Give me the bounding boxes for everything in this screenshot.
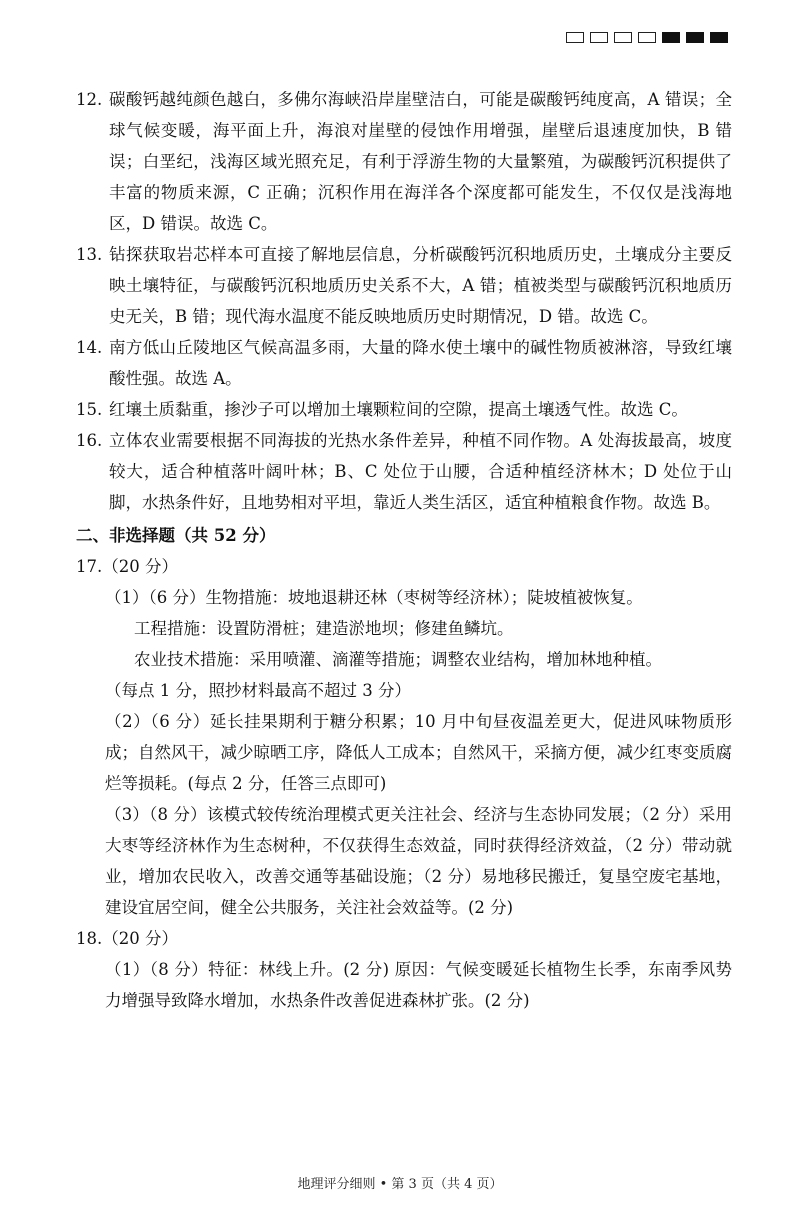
answer-number: 15. [76,400,103,419]
answer-item-16 [76,425,732,518]
section-title: 二、非选择题（共 52 分） [76,526,276,545]
answer-text: 碳酸钙越纯颜色越白，多佛尔海峡沿岸崖壁洁白，可能是碳酸钙纯度高，A 错误；全球气候变暖，海平面上升，海浪对崖壁的侵蚀作用增强，崖壁后退速度加快，B 错误；白垩纪，浅海区域光照充足，有利于浮游生物的大量繁殖，为碳酸钙沉积提供了丰富的物质来源，C 正确；沉积作用在海洋各个深度都可能发生，不仅仅是浅海地区，D 错误。故选 C。 [109,90,732,233]
answer-text: 南方低山丘陵地区气候高温多雨，大量的降水使土壤中的碱性物质被淋溶，导致红壤酸性强。故选 A。 [109,338,732,388]
page-footer: 地理评分细则 • 第 3 页（共 4 页） [297,1177,503,1192]
q18-part1: （1）（8 分）特征：林线上升。(2 分) 原因：气候变暖延长植物生长季，东南季风势力增强导致降水增加，水热条件改善促进森林扩张。(2 分) [105,960,732,1010]
answer-item-14 [76,332,732,394]
answer-text: 立体农业需要根据不同海拔的光热水条件差异，种植不同作物。A 处海拔最高，坡度较大，适合种植落叶阔叶林；B、C 处位于山腰，合适种植经济林木；D 处位于山脚，水热条件好，且地势相对平坦，靠近人类生活区，适宜种植粮食作物。故选 B。 [109,431,732,512]
header-mark-empty [614,32,632,43]
header-mark-filled [686,32,704,43]
header-mark-empty [590,32,608,43]
answer-item-15 [76,394,732,425]
header-mark-filled [662,32,680,43]
header-mark-empty [638,32,656,43]
header-mark-empty [566,32,584,43]
header-mark-filled [710,32,728,43]
answer-text: 红壤土质黏重，掺沙子可以增加土壤颗粒间的空隙，提高土壤透气性。故选 C。 [109,400,688,419]
answer-text: 钻探获取岩芯样本可直接了解地层信息，分析碳酸钙沉积地质历史，土壤成分主要反映土壤特征，与碳酸钙沉积地质历史关系不大，A 错；植被类型与碳酸钙沉积地质历史无关，B 错；现代海水温度不能反映地质历史时期情况，D 错。故选 C。 [109,245,732,326]
answer-item-13 [76,239,732,332]
header-marks [566,32,728,43]
q17-part2: （2）（6 分）延长挂果期利于糖分积累；10 月中旬昼夜温差更大，促进风味物质形成；自然风干，减少晾晒工序，降低人工成本；自然风干，采摘方便，减少红枣变质腐烂等损耗。(每点 2 分，任答三点即可) [105,712,732,793]
q17-part1-scoring-note: （每点 1 分，照抄材料最高不超过 3 分） [105,681,411,700]
answer-number: 14. [76,338,103,357]
question-18-heading: 18.（20 分） [76,929,178,948]
q17-part3: （3）（8 分）该模式较传统治理模式更关注社会、经济与生态协同发展；（2 分）采用大枣等经济林作为生态树种，不仅获得生态效益，同时获得经济效益，（2 分）带动就业，增加农民收入，改善交通等基础设施；（2 分）易地移民搬迁，复垦空废宅基地，建设宜居空间，健全公共服务，关注社会效益等。(2 分) [105,805,732,917]
q17-part1-engineering: 工程措施：设置防滑桩；建造淤地坝；修建鱼鳞坑。 [134,619,514,638]
q17-part1-agriculture: 农业技术措施：采用喷灌、滴灌等措施；调整农业结构，增加林地种植。 [134,650,662,669]
q17-part1: （1）（6 分）生物措施：坡地退耕还林（枣树等经济林）；陡坡植被恢复。 [105,588,643,607]
answer-item-12 [76,84,732,239]
answer-content [76,84,732,1016]
answer-number: 13. [76,245,103,264]
question-17-heading: 17.（20 分） [76,557,178,576]
answer-number: 16. [76,431,103,450]
answer-number: 12. [76,90,103,109]
